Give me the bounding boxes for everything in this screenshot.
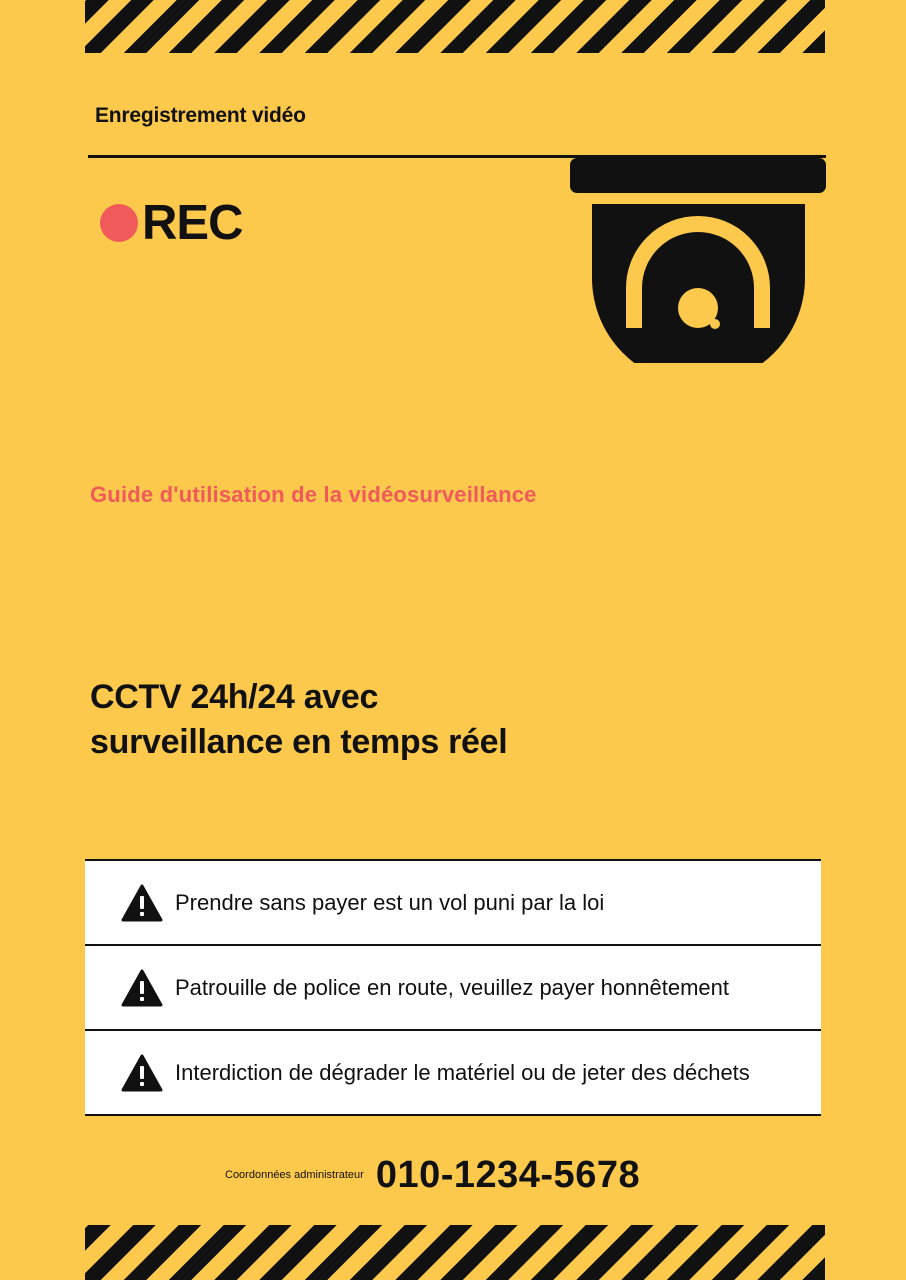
contact-phone: 010-1234-5678 (375, 1153, 641, 1196)
cctv-camera-icon (568, 158, 828, 363)
rule-item (85, 946, 821, 1031)
rule-text: Interdiction de dégrader le matériel ou de jeter des déchets (175, 1059, 750, 1085)
header-label: Enregistrement vidéo (95, 104, 306, 127)
rules-list (85, 859, 821, 1116)
warning-icon (121, 969, 163, 1007)
warning-icon (121, 884, 163, 922)
contact-block (225, 1150, 640, 1200)
rule-text: Prendre sans payer est un vol puni par la loi (175, 889, 605, 915)
rec-label: REC (142, 196, 243, 250)
rule-item (85, 861, 821, 946)
guide-title: Guide d'utilisation de la vidéosurveillance (90, 482, 537, 507)
headline-line-1: CCTV 24h/24 avec (90, 678, 379, 716)
rule-text: Patrouille de police en route, veuillez payer honnêtement (175, 974, 730, 1000)
rule-item (85, 1031, 821, 1116)
rec-dot-icon (100, 204, 138, 242)
warning-icon (121, 1054, 163, 1092)
contact-label: Coordonnées administrateur (225, 1169, 364, 1181)
rec-indicator (100, 196, 242, 250)
headline (90, 675, 507, 765)
hazard-stripes-bottom (85, 1225, 825, 1280)
headline-line-2: surveillance en temps réel (90, 723, 508, 761)
hazard-stripes-top (85, 0, 825, 53)
